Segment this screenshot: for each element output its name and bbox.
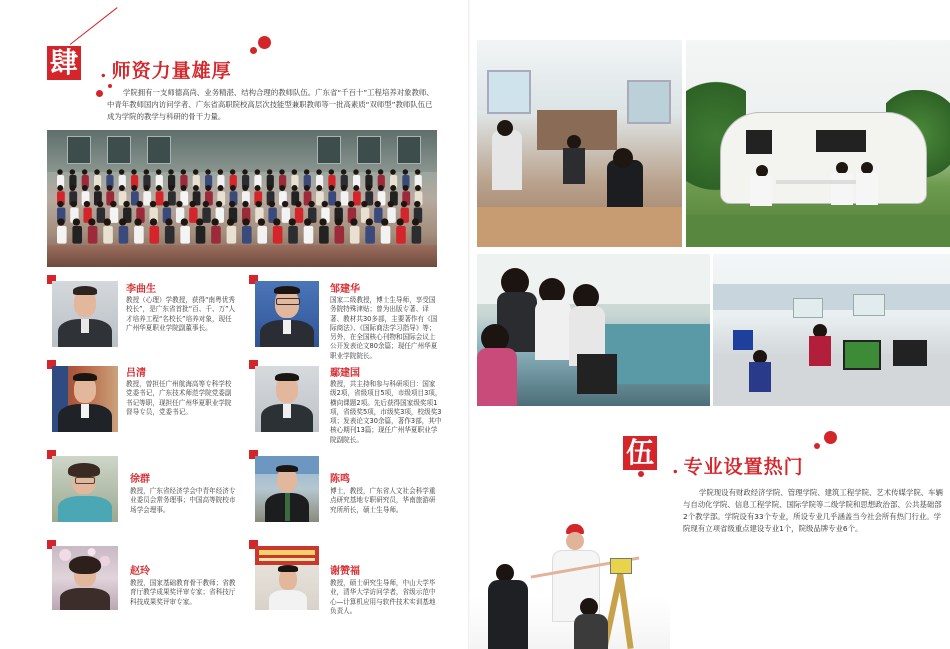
person-head <box>73 218 80 225</box>
person-head <box>176 201 182 207</box>
teacher-desc: 教授（心理）学教授，获得“南粤优秀校长”，是广东省首批“百、千、万”人才培养工程“名校长”培养对象，现任广州华夏职业学院副董事长。 <box>126 296 236 332</box>
person-head <box>304 185 310 191</box>
teacher-desc: 教授，硕士研究生导师，中山大学毕业，清华大学访问学者，省级示范中心—计算机应用与软件技术实训基地负责人。 <box>330 579 436 615</box>
person-head <box>316 169 321 174</box>
person-head <box>181 185 187 191</box>
decorative-dot <box>638 471 644 477</box>
teacher-desc: 国家二级教授，博士生导师，享受国务院特殊津贴；曾为出版专著、译著、教材共30多部，主要著作有《国际商法》、《国际商法学习指导》等；另外，在全国核心刊物和国际会议上公开发表论文80余篇；现任广州华夏职业学院院长。 <box>330 296 438 360</box>
person-head <box>229 201 235 207</box>
person-head <box>350 218 357 225</box>
lab-students-photo <box>477 254 710 406</box>
decorative-dot <box>250 47 257 54</box>
person-head <box>414 201 420 207</box>
person-head <box>205 169 210 174</box>
person-head <box>165 218 172 225</box>
person-head <box>212 218 219 225</box>
faculty-group-photo <box>47 130 437 267</box>
person-head <box>88 218 95 225</box>
person-head <box>119 169 124 174</box>
person-head <box>82 169 87 174</box>
person-head <box>168 185 174 191</box>
person-body <box>202 208 210 223</box>
surveying-students-photo <box>470 518 670 649</box>
person-head <box>308 201 314 207</box>
teacher-name: 鄢建国 <box>330 368 360 379</box>
person-head <box>144 185 150 191</box>
person-head <box>295 201 301 207</box>
person-head <box>119 185 125 191</box>
person-head <box>97 201 103 207</box>
teacher-name: 赵玲 <box>130 566 150 577</box>
person-body <box>374 208 382 223</box>
person-body <box>387 208 395 223</box>
section-intro: 学院现设有财政经济学院、管理学院、建筑工程学院、艺术传媒学院、车辆与自动化学院、信息工程学院、国际学院等二级学院和思想政治部、公共基础部2个教学部。学院设有33个专业，所设专业几乎涵盖当今社会所有热门行业。学院现有立项省级重点建设专业1个，院级品牌专业6个。 <box>683 488 943 533</box>
person-body <box>288 226 298 244</box>
person-head <box>218 185 224 191</box>
person-head <box>57 185 63 191</box>
person-body <box>88 226 98 244</box>
person-head <box>163 201 169 207</box>
person-head <box>353 185 359 191</box>
person-head <box>104 218 111 225</box>
person-head <box>119 218 126 225</box>
person-head <box>255 185 261 191</box>
person-head <box>196 218 203 225</box>
person-head <box>107 185 113 191</box>
person-head <box>292 169 297 174</box>
person-head <box>57 201 63 207</box>
person-head <box>82 185 88 191</box>
person-head <box>289 218 296 225</box>
teacher-name: 李曲生 <box>126 284 156 295</box>
teacher-portrait-zou <box>255 281 319 347</box>
person-body <box>227 226 237 244</box>
person-body <box>257 226 267 244</box>
person-body <box>341 191 349 205</box>
person-head <box>70 185 76 191</box>
person-body <box>282 208 290 223</box>
caravan-photo <box>686 40 950 247</box>
person-body <box>304 226 314 244</box>
person-head <box>415 185 421 191</box>
teacher-portrait-yan <box>255 366 319 432</box>
person-head <box>361 201 367 207</box>
person-head <box>381 218 388 225</box>
person-head <box>388 201 394 207</box>
person-head <box>335 218 342 225</box>
person-body <box>156 191 164 205</box>
person-head <box>134 218 141 225</box>
person-head <box>366 218 373 225</box>
person-head <box>84 201 90 207</box>
person-head <box>378 169 383 174</box>
person-body <box>165 226 175 244</box>
person-head <box>341 169 346 174</box>
person-head <box>279 169 284 174</box>
teacher-portrait-chen <box>255 456 319 522</box>
person-head <box>279 185 285 191</box>
person-head <box>403 185 409 191</box>
person-head <box>329 185 335 191</box>
steps <box>47 245 437 267</box>
teacher-name: 谢赞福 <box>330 566 360 577</box>
person-head <box>70 169 75 174</box>
person-head <box>292 185 298 191</box>
teacher-name: 吕清 <box>126 368 146 379</box>
person-head <box>390 185 396 191</box>
left-page <box>0 0 470 649</box>
person-body <box>319 226 329 244</box>
person-body <box>103 226 113 244</box>
person-head <box>156 185 162 191</box>
person-body <box>97 208 105 223</box>
teacher-name: 邹建华 <box>330 284 360 295</box>
person-head <box>123 201 129 207</box>
person-head <box>57 169 62 174</box>
person-head <box>267 185 273 191</box>
person-head <box>378 185 384 191</box>
person-body <box>295 208 303 223</box>
teacher-desc: 教授，共主持和参与科研项目：国家级2项，省级项目5项，市级项目3项，横向课题2项。先后获得国家级奖项1项，省级奖5项，市级奖3项，校级奖3项；发表论文30余篇，著作3部，其中核心期刊13篇；现任广州华夏职业学院副院长。 <box>330 380 442 444</box>
person-head <box>412 218 419 225</box>
person-head <box>374 201 380 207</box>
person-head <box>401 201 407 207</box>
computer-lab-photo <box>713 254 950 406</box>
person-head <box>168 169 173 174</box>
decorative-dot <box>814 443 820 449</box>
person-head <box>316 185 322 191</box>
teacher-desc: 博士，教授，广东省人文社会科学重点研究基地专职研究员，华南旅游研究所所长，硕士生导师。 <box>330 487 436 514</box>
decorative-line <box>70 7 118 45</box>
person-head <box>57 218 64 225</box>
person-head <box>144 169 149 174</box>
person-head <box>335 201 341 207</box>
person-head <box>282 201 288 207</box>
person-head <box>150 201 156 207</box>
decorative-dot <box>824 431 837 444</box>
person-body <box>180 226 190 244</box>
person-head <box>267 169 272 174</box>
section-title-text: 师资力量雄厚 <box>111 60 232 82</box>
person-head <box>304 218 311 225</box>
section-intro: 学院拥有一支师德高尚、业务精湛、结构合理的教师队伍。广东省“千百十”工程培养对象教师、中青年教师国内访问学者、广东省高职院校高层次技能型兼职教师等一批高素质“双师型”教师队伍已成为学院的教学与科研的骨干力量。 <box>107 88 434 121</box>
classroom-photo <box>477 40 682 247</box>
person-body <box>412 226 422 244</box>
person-body <box>396 226 406 244</box>
person-head <box>242 169 247 174</box>
person-head <box>189 201 195 207</box>
person-head <box>403 169 408 174</box>
person-head <box>256 201 262 207</box>
person-head <box>322 201 328 207</box>
person-body <box>134 226 144 244</box>
person-head <box>137 201 143 207</box>
person-body <box>381 226 391 244</box>
section-title: . 专业设置热门 <box>672 456 804 478</box>
person-body <box>365 226 375 244</box>
person-head <box>181 218 188 225</box>
person-body <box>242 226 252 244</box>
teacher-portrait-zhao <box>52 546 118 610</box>
right-page <box>470 0 950 649</box>
teacher-portrait-lv <box>52 366 118 432</box>
teacher-name: 陈鸣 <box>330 474 350 485</box>
person-head <box>107 169 112 174</box>
person-body <box>72 226 82 244</box>
person-head <box>366 185 372 191</box>
person-head <box>218 169 223 174</box>
person-head <box>110 201 116 207</box>
teacher-portrait-xu <box>52 456 118 522</box>
decorative-dot <box>96 90 103 97</box>
person-body <box>189 208 197 223</box>
person-head <box>242 185 248 191</box>
person-head <box>269 201 275 207</box>
teacher-desc: 教授，广东省经济学会中青年经济专业委员会常务理事；中国高等院校市场学会理事。 <box>130 487 236 514</box>
person-head <box>304 169 309 174</box>
person-body <box>350 226 360 244</box>
person-body <box>273 226 283 244</box>
person-body <box>110 208 118 223</box>
person-head <box>329 169 334 174</box>
section-badge: 肆 <box>47 46 81 80</box>
teacher-portrait-li <box>52 281 118 347</box>
person-body <box>211 226 221 244</box>
person-head <box>203 201 209 207</box>
person-head <box>242 201 248 207</box>
person-head <box>193 185 199 191</box>
person-body <box>119 226 129 244</box>
person-head <box>205 185 211 191</box>
person-head <box>156 169 161 174</box>
person-head <box>415 169 420 174</box>
teacher-desc: 教授，曾担任广州航海高等专科学校党委书记，广东技术师范学院党委副书记等职，现担任广州华夏职业学院督导专员，党委书记。 <box>126 380 232 416</box>
decorative-dot <box>258 36 271 49</box>
person-head <box>255 169 260 174</box>
teacher-portrait-xie <box>255 546 319 610</box>
person-head <box>227 218 234 225</box>
person-head <box>366 169 371 174</box>
person-head <box>71 201 77 207</box>
person-head <box>216 201 222 207</box>
person-head <box>94 185 100 191</box>
teacher-name: 徐群 <box>130 474 150 485</box>
person-head <box>230 169 235 174</box>
person-head <box>273 218 280 225</box>
person-head <box>319 218 326 225</box>
person-head <box>390 169 395 174</box>
person-head <box>397 218 404 225</box>
person-head <box>230 185 236 191</box>
person-head <box>131 169 136 174</box>
section-title-text: 专业设置热门 <box>683 456 804 478</box>
person-head <box>181 169 186 174</box>
person-head <box>150 218 157 225</box>
person-head <box>348 201 354 207</box>
person-head <box>94 169 99 174</box>
person-head <box>353 169 358 174</box>
person-body <box>196 226 206 244</box>
person-head <box>341 185 347 191</box>
section-badge: 伍 <box>623 436 657 470</box>
person-body <box>150 226 160 244</box>
person-body <box>57 226 67 244</box>
person-head <box>242 218 249 225</box>
person-head <box>258 218 265 225</box>
teacher-desc: 教授，国家基础教育骨干教师；省教育厅教学成果奖评审专家；省科技厅科技成果奖评审专家。 <box>130 579 236 606</box>
section-title: . 师资力量雄厚 <box>100 60 232 82</box>
person-head <box>131 185 137 191</box>
person-body <box>335 226 345 244</box>
person-head <box>193 169 198 174</box>
